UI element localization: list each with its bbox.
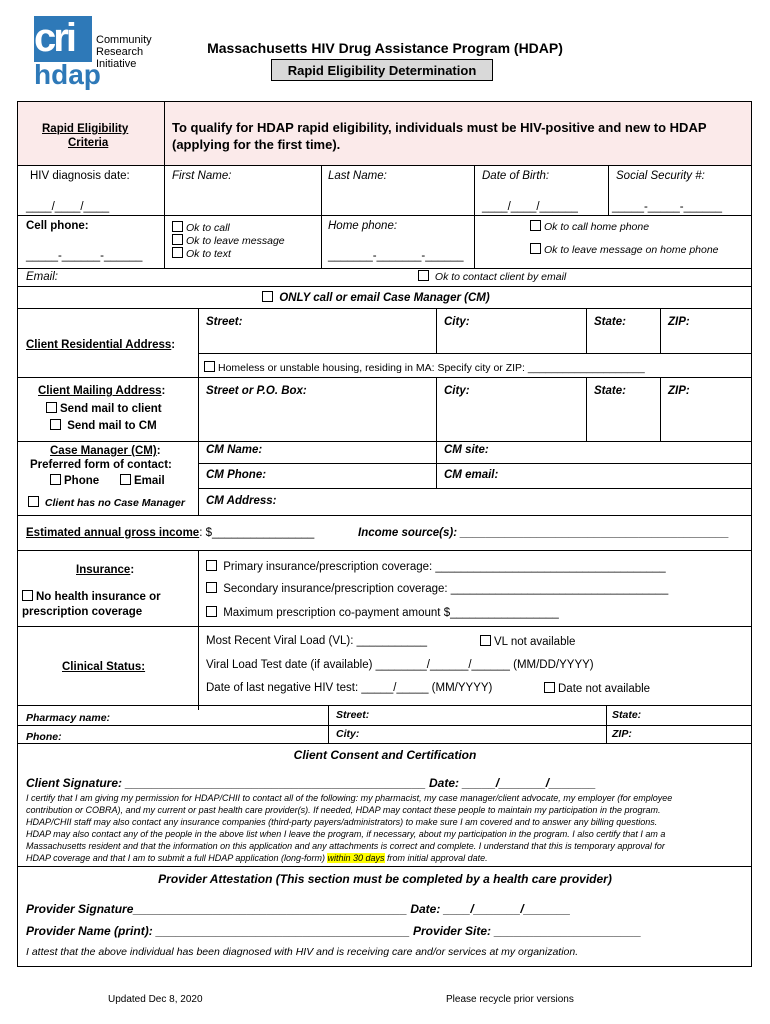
consent-line: HDAP coverage and that I am to submit a full HDAP application (long-form) within 30 days from initial approval date.	[26, 853, 488, 863]
no-insurance-check[interactable]: No health insurance or	[22, 590, 161, 603]
pharmacy-city-field[interactable]: City:	[336, 728, 360, 740]
consent-title: Client Consent and Certification	[293, 748, 477, 762]
ok-message-home-check[interactable]: Ok to leave message on home phone	[530, 243, 719, 256]
ssn-field[interactable]: _____-_____-______	[612, 201, 722, 213]
pref-email-check[interactable]: Email	[120, 474, 165, 487]
footer-recycle: Please recycle prior versions	[446, 994, 574, 1005]
primary-insurance-field[interactable]: Primary insurance/prescription coverage: ____________________________________	[206, 560, 666, 573]
dob-field[interactable]: ____/____/______	[482, 201, 578, 213]
checkbox-icon	[50, 474, 61, 485]
checkbox-icon	[172, 247, 183, 258]
consent-paragraph	[26, 792, 750, 864]
provider-attest: I attest that the above individual has been diagnosed with HIV and is receiving care and/or services at my organization.	[26, 946, 579, 958]
checkbox-icon	[206, 582, 217, 593]
footer-updated: Updated Dec 8, 2020	[108, 994, 203, 1005]
res-city-field[interactable]: City:	[444, 316, 470, 328]
consent-line: contribution or COBRA), and my current or past health care provider(s). If needed, HDAP may contact these people to maintain my participation in the program.	[26, 805, 661, 815]
checkbox-icon	[530, 243, 541, 254]
pharmacy-zip-field[interactable]: ZIP:	[612, 728, 632, 740]
program-title: Massachusetts HIV Drug Assistance Program (HDAP)	[207, 40, 563, 56]
home-field[interactable]: _______-_______-______	[328, 250, 464, 262]
mailing-label: Client Mailing Address:	[38, 385, 166, 397]
org-name-line3: Initiative	[96, 58, 137, 70]
consent-line: I certify that I am giving my permission for HDAP/CHII to contact all of the following: my pharmacist, my case manager/client advocate, my employer (for employee	[26, 793, 673, 803]
pharmacy-name-field[interactable]: Pharmacy name:	[26, 712, 111, 724]
only-cm-check[interactable]: ONLY call or email Case Manager (CM)	[262, 291, 490, 304]
pref-contact-label: Preferred form of contact:	[30, 459, 172, 471]
cm-address-field[interactable]: CM Address:	[206, 495, 277, 507]
first-name-field[interactable]: First Name:	[172, 170, 232, 182]
consent-line: Massachusetts resident and that the information on this application and any attachments is correct and complete. I understand that this is temporary approval for	[26, 841, 665, 851]
secondary-insurance-field[interactable]: Secondary insurance/prescription coverage: __________________________________	[206, 582, 668, 595]
checkbox-icon	[28, 496, 39, 507]
logo-sub: hdap	[34, 59, 101, 90]
mail-zip-field[interactable]: ZIP:	[668, 385, 690, 397]
checkbox-icon	[50, 419, 61, 430]
ok-email-check[interactable]: Ok to contact client by email	[418, 270, 566, 283]
checkbox-icon	[172, 221, 183, 232]
pharmacy-state-field[interactable]: State:	[612, 709, 642, 721]
checkbox-icon	[172, 234, 183, 245]
checkbox-icon	[262, 291, 273, 302]
checkbox-icon	[530, 220, 541, 231]
criteria-label-line2: Criteria	[68, 137, 109, 149]
no-insurance-line2: prescription coverage	[22, 606, 143, 618]
pharmacy-phone-field[interactable]: Phone:	[26, 731, 62, 743]
provider-signature-field[interactable]: Provider Signature_________________________________________ Date: ____/_______/_______	[26, 902, 571, 916]
highlighted-deadline: within 30 days	[327, 853, 385, 863]
consent-line: HDAP may also contact any of the people in the above list when I leave the program, if necessary, about my participation in the program. I also certify that I am a	[26, 829, 666, 839]
checkbox-icon	[544, 682, 555, 693]
hiv-date-field[interactable]: ____/____/____	[26, 201, 110, 213]
ssn-label: Social Security #:	[616, 170, 705, 182]
org-name-line2: Research	[96, 46, 144, 58]
homeless-check[interactable]: Homeless or unstable housing, residing in MA: Specify city or ZIP: ____________________	[204, 361, 645, 374]
income-label[interactable]: Estimated annual gross income: $________________	[26, 527, 315, 539]
home-label: Home phone:	[328, 220, 398, 232]
org-name-line1: Community	[96, 34, 152, 46]
client-signature-field[interactable]: Client Signature: _____________________________________________ Date: _____/_______/_______	[26, 776, 596, 790]
cm-site-field[interactable]: CM site:	[444, 444, 489, 456]
mail-state-field[interactable]: State:	[594, 385, 626, 397]
criteria-text-line2: (applying for the first time).	[172, 137, 341, 152]
pharmacy-street-field[interactable]: Street:	[336, 709, 370, 721]
checkbox-icon	[120, 474, 131, 485]
mail-street-field[interactable]: Street or P.O. Box:	[206, 385, 307, 397]
income-sources-field[interactable]: Income source(s): __________________________________________	[358, 527, 729, 539]
form-title: Rapid Eligibility Determination	[271, 59, 493, 81]
last-name-field[interactable]: Last Name:	[328, 170, 387, 182]
consent-line: HDAP/CHII staff may also contact any insurance companies (third-party payers/administrators) to make sure I am covered and to answer any billing questions.	[26, 817, 658, 827]
criteria-label-line1: Rapid Eligibility	[42, 123, 129, 135]
neg-test-field[interactable]: Date of last negative HIV test: _____/_____ (MM/YYYY)	[206, 682, 493, 694]
max-copay-field[interactable]: Maximum prescription co-payment amount $_________________	[206, 606, 559, 619]
provider-name-field[interactable]: Provider Name (print): ______________________________________ Provider Site: ______________________	[26, 924, 642, 938]
cm-email-field[interactable]: CM email:	[444, 469, 499, 481]
checkbox-icon	[480, 635, 491, 646]
cm-name-field[interactable]: CM Name:	[206, 444, 263, 456]
viral-load-field[interactable]: Most Recent Viral Load (VL): ___________	[206, 635, 427, 647]
provider-title: Provider Attestation (This section must be completed by a health care provider)	[158, 872, 612, 886]
logo-letters: cri	[34, 16, 74, 60]
ok-message-check[interactable]: Ok to leave message	[172, 234, 285, 247]
no-cm-check[interactable]: Client has no Case Manager	[28, 496, 185, 509]
date-na-check[interactable]: Date not available	[544, 682, 650, 695]
send-client-check[interactable]: Send mail to client	[46, 402, 162, 415]
checkbox-icon	[46, 402, 57, 413]
checkbox-icon	[418, 270, 429, 281]
pref-phone-check[interactable]: Phone	[50, 474, 99, 487]
ok-text-check[interactable]: Ok to text	[172, 247, 231, 260]
vl-date-field[interactable]: Viral Load Test date (if available) ________/______/______ (MM/DD/YYYY)	[206, 659, 594, 671]
res-street-field[interactable]: Street:	[206, 316, 243, 328]
ok-call-check[interactable]: Ok to call	[172, 221, 230, 234]
send-cm-check[interactable]: Send mail to CM	[50, 419, 157, 432]
checkbox-icon	[206, 560, 217, 571]
checkbox-icon	[204, 361, 215, 372]
insurance-label: Insurance:	[76, 564, 135, 576]
email-field[interactable]: Email:	[26, 271, 58, 283]
checkbox-icon	[22, 590, 33, 601]
checkbox-icon	[206, 606, 217, 617]
res-state-field[interactable]: State:	[594, 316, 626, 328]
hiv-date-label: HIV diagnosis date:	[30, 170, 130, 182]
ok-call-home-check[interactable]: Ok to call home phone	[530, 220, 649, 233]
vl-na-check[interactable]: VL not available	[480, 635, 575, 648]
res-zip-field[interactable]: ZIP:	[668, 316, 690, 328]
mail-city-field[interactable]: City:	[444, 385, 470, 397]
cell-label: Cell phone:	[26, 220, 89, 232]
residential-label: Client Residential Address:	[26, 339, 176, 351]
dob-label: Date of Birth:	[482, 170, 550, 182]
criteria-text-line1: To qualify for HDAP rapid eligibility, individuals must be HIV-positive and new to HDAP	[172, 120, 707, 135]
clinical-label: Clinical Status:	[62, 661, 146, 673]
cm-label: Case Manager (CM):	[50, 445, 161, 457]
cm-phone-field[interactable]: CM Phone:	[206, 469, 267, 481]
cell-field[interactable]: _____-______-______	[26, 250, 143, 262]
